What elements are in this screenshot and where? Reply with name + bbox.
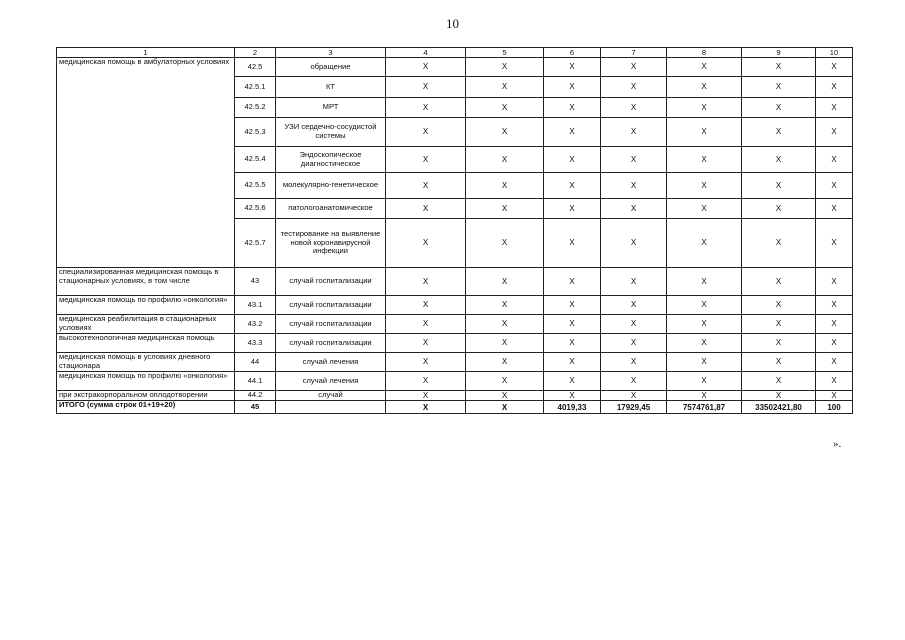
table-row — [57, 353, 853, 372]
row-code: 43.1 — [235, 296, 276, 315]
value-cell: X — [816, 219, 853, 268]
value-cell: X — [667, 372, 742, 391]
value-cell: X — [601, 296, 667, 315]
row-label: высокотехнологичная медицинская помощь — [57, 334, 235, 353]
value-cell: X — [386, 296, 466, 315]
value-cell: X — [816, 268, 853, 296]
row-code: 42.5.2 — [235, 98, 276, 118]
value-cell: X — [816, 353, 853, 372]
column-number-header: 9 — [742, 48, 816, 58]
data-table — [56, 47, 853, 414]
value-cell: X — [386, 372, 466, 391]
value-cell: X — [386, 58, 466, 77]
row-unit — [276, 401, 386, 414]
value-cell: X — [544, 268, 601, 296]
value-cell: X — [466, 268, 544, 296]
value-cell: X — [816, 334, 853, 353]
value-cell: X — [544, 77, 601, 98]
value-cell: X — [544, 353, 601, 372]
table-row — [57, 296, 853, 315]
row-code: 44 — [235, 353, 276, 372]
value-cell: X — [667, 173, 742, 199]
value-cell: X — [466, 147, 544, 173]
value-cell: X — [386, 391, 466, 401]
row-code: 42.5 — [235, 58, 276, 77]
value-cell: X — [816, 147, 853, 173]
value-cell: X — [601, 58, 667, 77]
value-cell: X — [742, 58, 816, 77]
row-unit: случай лечения — [276, 353, 386, 372]
row-label: медицинская помощь в амбулаторных условиях — [57, 58, 235, 268]
value-cell: X — [667, 118, 742, 147]
value-cell: X — [667, 315, 742, 334]
value-cell: X — [466, 77, 544, 98]
row-label: медицинская помощь по профилю «онкология» — [57, 296, 235, 315]
value-cell: X — [386, 268, 466, 296]
row-label: медицинская помощь в условиях дневного стационара — [57, 353, 235, 372]
value-cell: X — [742, 268, 816, 296]
value-cell: X — [742, 372, 816, 391]
row-unit: МРТ — [276, 98, 386, 118]
total-label: ИТОГО (сумма строк 01+19+20) — [57, 401, 235, 414]
row-unit: случай госпитализации — [276, 315, 386, 334]
value-cell: X — [742, 199, 816, 219]
value-cell: X — [667, 219, 742, 268]
value-cell: X — [601, 77, 667, 98]
column-number-header: 10 — [816, 48, 853, 58]
table-row — [57, 268, 853, 296]
value-cell: X — [466, 199, 544, 219]
value-cell: X — [816, 118, 853, 147]
row-code: 42.5.5 — [235, 173, 276, 199]
total-value-cell: 100 — [816, 401, 853, 414]
value-cell: X — [742, 98, 816, 118]
value-cell: X — [466, 173, 544, 199]
value-cell: X — [667, 58, 742, 77]
value-cell: X — [466, 372, 544, 391]
value-cell: X — [544, 296, 601, 315]
row-unit: случай госпитализации — [276, 334, 386, 353]
value-cell: X — [742, 173, 816, 199]
value-cell: X — [816, 315, 853, 334]
row-code: 44.1 — [235, 372, 276, 391]
value-cell: X — [386, 199, 466, 219]
value-cell: X — [667, 334, 742, 353]
value-cell: X — [601, 147, 667, 173]
value-cell: X — [667, 77, 742, 98]
total-value-cell: 4019,33 — [544, 401, 601, 414]
value-cell: X — [466, 353, 544, 372]
value-cell: X — [816, 77, 853, 98]
row-code: 42.5.6 — [235, 199, 276, 219]
row-code: 43.3 — [235, 334, 276, 353]
row-label: медицинская реабилитация в стационарных условиях — [57, 315, 235, 334]
column-number-header: 5 — [466, 48, 544, 58]
row-code: 43 — [235, 268, 276, 296]
column-number-header: 4 — [386, 48, 466, 58]
value-cell: X — [742, 219, 816, 268]
total-value-cell: 17929,45 — [601, 401, 667, 414]
value-cell: X — [742, 315, 816, 334]
value-cell: X — [386, 77, 466, 98]
value-cell: X — [742, 353, 816, 372]
table-row — [57, 334, 853, 353]
value-cell: X — [386, 315, 466, 334]
table-row — [57, 372, 853, 391]
table-row — [57, 315, 853, 334]
total-row — [57, 401, 853, 414]
total-value-cell: X — [386, 401, 466, 414]
value-cell: X — [667, 391, 742, 401]
value-cell: X — [816, 58, 853, 77]
value-cell: X — [601, 391, 667, 401]
table-row — [57, 391, 853, 401]
value-cell: X — [544, 391, 601, 401]
row-code: 44.2 — [235, 391, 276, 401]
value-cell: X — [667, 268, 742, 296]
value-cell: X — [386, 98, 466, 118]
column-number-header: 1 — [57, 48, 235, 58]
value-cell: X — [466, 98, 544, 118]
value-cell: X — [816, 296, 853, 315]
column-number-header: 3 — [276, 48, 386, 58]
value-cell: X — [816, 372, 853, 391]
value-cell: X — [466, 334, 544, 353]
row-unit: обращение — [276, 58, 386, 77]
value-cell: X — [816, 173, 853, 199]
value-cell: X — [544, 98, 601, 118]
row-code: 43.2 — [235, 315, 276, 334]
value-cell: X — [386, 147, 466, 173]
row-label: специализированная медицинская помощь в стационарных условиях, в том числе — [57, 268, 235, 296]
value-cell: X — [544, 219, 601, 268]
value-cell: X — [742, 147, 816, 173]
value-cell: X — [601, 268, 667, 296]
value-cell: X — [742, 391, 816, 401]
row-code: 45 — [235, 401, 276, 414]
value-cell: X — [466, 118, 544, 147]
row-unit: тестирование на выявление новой коронавирусной инфекции — [276, 219, 386, 268]
value-cell: X — [544, 58, 601, 77]
row-label: при экстракорпоральном оплодотворении — [57, 391, 235, 401]
value-cell: X — [601, 118, 667, 147]
value-cell: X — [667, 199, 742, 219]
row-unit: УЗИ сердечно-сосудистой системы — [276, 118, 386, 147]
value-cell: X — [466, 58, 544, 77]
value-cell: X — [816, 199, 853, 219]
value-cell: X — [544, 173, 601, 199]
value-cell: X — [544, 147, 601, 173]
value-cell: X — [466, 391, 544, 401]
total-value-cell: 33502421,80 — [742, 401, 816, 414]
value-cell: X — [544, 372, 601, 391]
value-cell: X — [466, 296, 544, 315]
value-cell: X — [386, 334, 466, 353]
row-unit: случай лечения — [276, 372, 386, 391]
row-unit: случай — [276, 391, 386, 401]
value-cell: X — [466, 219, 544, 268]
value-cell: X — [816, 391, 853, 401]
closing-mark: ». — [833, 438, 842, 450]
value-cell: X — [667, 98, 742, 118]
value-cell: X — [816, 98, 853, 118]
page-number: 10 — [446, 16, 459, 31]
value-cell: X — [544, 315, 601, 334]
value-cell: X — [667, 296, 742, 315]
value-cell: X — [601, 173, 667, 199]
row-code: 42.5.3 — [235, 118, 276, 147]
total-value-cell: X — [466, 401, 544, 414]
row-unit: случай госпитализации — [276, 268, 386, 296]
table-row — [57, 58, 853, 77]
column-number-header: 8 — [667, 48, 742, 58]
row-label: медицинская помощь по профилю «онкология» — [57, 372, 235, 391]
total-value-cell: 7574761,87 — [667, 401, 742, 414]
value-cell: X — [667, 353, 742, 372]
value-cell: X — [601, 98, 667, 118]
value-cell: X — [742, 77, 816, 98]
value-cell: X — [601, 353, 667, 372]
row-unit: Эндоскопическое диагностическое — [276, 147, 386, 173]
value-cell: X — [601, 199, 667, 219]
row-unit: патологоанатомическое — [276, 199, 386, 219]
value-cell: X — [466, 315, 544, 334]
row-unit: молекулярно-генетическое — [276, 173, 386, 199]
value-cell: X — [742, 296, 816, 315]
row-code: 42.5.4 — [235, 147, 276, 173]
value-cell: X — [544, 118, 601, 147]
value-cell: X — [601, 219, 667, 268]
value-cell: X — [544, 334, 601, 353]
value-cell: X — [601, 372, 667, 391]
value-cell: X — [601, 334, 667, 353]
value-cell: X — [667, 147, 742, 173]
value-cell: X — [386, 219, 466, 268]
column-number-header: 2 — [235, 48, 276, 58]
value-cell: X — [742, 118, 816, 147]
table-header-row — [57, 48, 853, 58]
value-cell: X — [742, 334, 816, 353]
value-cell: X — [386, 118, 466, 147]
column-number-header: 7 — [601, 48, 667, 58]
column-number-header: 6 — [544, 48, 601, 58]
row-code: 42.5.1 — [235, 77, 276, 98]
row-code: 42.5.7 — [235, 219, 276, 268]
value-cell: X — [601, 315, 667, 334]
row-unit: случай госпитализации — [276, 296, 386, 315]
value-cell: X — [386, 353, 466, 372]
value-cell: X — [544, 199, 601, 219]
row-unit: КТ — [276, 77, 386, 98]
value-cell: X — [386, 173, 466, 199]
